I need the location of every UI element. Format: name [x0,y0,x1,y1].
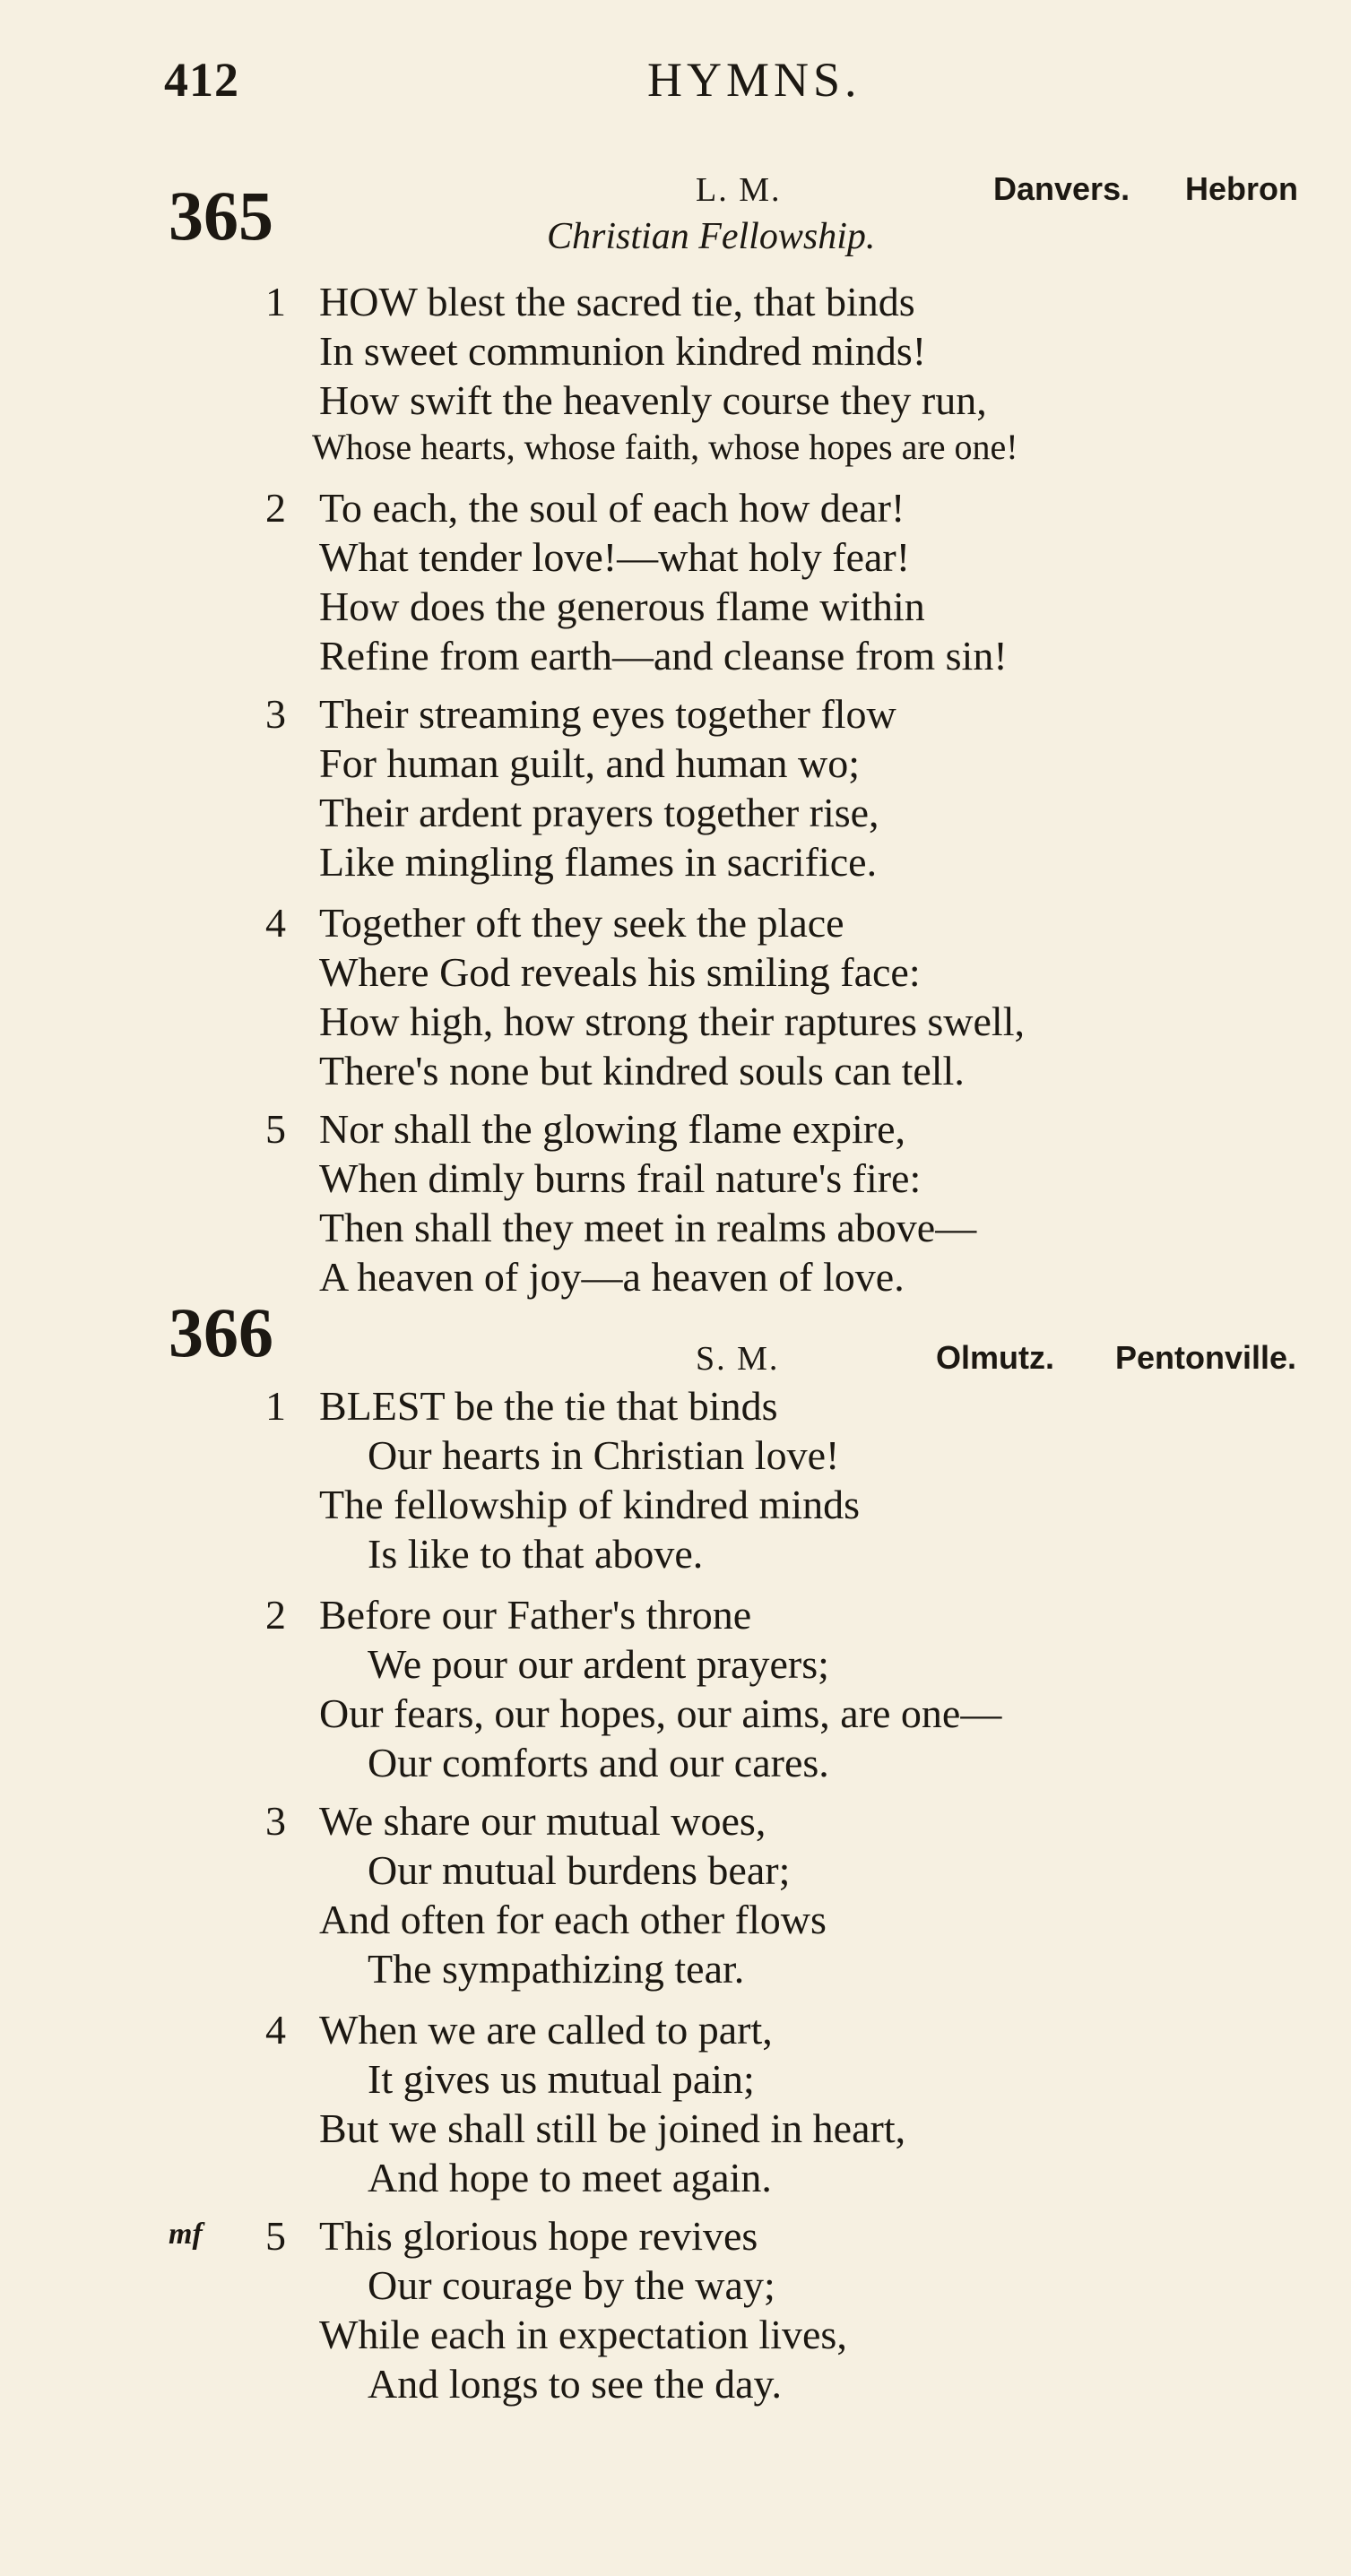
hymn-subject: Christian Fellowship. [547,216,876,257]
verse-line: How swift the heavenly course they run, [319,377,987,423]
verse-number: 1 [265,279,286,324]
verse-line: The sympathizing tear. [368,1946,745,1992]
verse-line: It gives us mutual pain; [368,2056,755,2102]
verse-line: In sweet communion kindred minds! [319,328,927,374]
verse-line: And often for each other flows [319,1897,827,1942]
verse-line: When dimly burns frail nature's fire: [319,1155,922,1201]
verse-number: 3 [265,1798,286,1844]
verse-line: Like mingling flames in sacrifice. [319,839,878,885]
verse-number: 1 [265,1383,286,1429]
verse-line: Our comforts and our cares. [368,1740,829,1785]
verse-line: We share our mutual woes, [319,1798,766,1844]
verse-line: What tender love!—what holy fear! [319,534,911,580]
tune-name: Pentonville. [1115,1339,1297,1376]
verse-line: HOW blest the sacred tie, that binds [319,279,915,324]
verse-line: And longs to see the day. [368,2361,783,2407]
verse-line: Refine from earth—and cleanse from sin! [319,633,1008,679]
verse-line: How high, how strong their raptures swell, [319,998,1025,1044]
verse-line: Nor shall the glowing flame expire, [319,1106,906,1152]
verse-line: For human guilt, and human wo; [319,740,861,786]
verse-line: Our courage by the way; [368,2262,775,2308]
verse-line: This glorious hope revives [319,2213,758,2259]
verse-line: There's none but kindred souls can tell. [319,1048,965,1094]
dynamic-marking: mf [169,2217,203,2251]
verse-line: Our fears, our hopes, our aims, are one— [319,1690,1002,1736]
verse-line: Our hearts in Christian love! [368,1432,840,1478]
verse-number: 5 [265,1106,286,1152]
verse-line: Is like to that above. [368,1531,704,1577]
verse-line: And hope to meet again. [368,2155,772,2200]
verse-line: But we shall still be joined in heart, [319,2105,906,2151]
verse-number: 5 [265,2213,286,2259]
hymn-number: 366 [169,1293,273,1371]
running-title: HYMNS. [647,53,862,107]
verse-line: BLEST be the tie that binds [319,1383,778,1429]
hymn-meter: S. M. [696,1340,780,1378]
verse-line: Before our Father's throne [319,1592,752,1638]
verse-line: Our mutual burdens bear; [368,1847,791,1893]
verse-line: A heaven of joy—a heaven of love. [319,1254,905,1300]
hymn-meter: L. M. [696,171,782,209]
tune-name: Danvers. [993,170,1130,207]
verse-line: Their ardent prayers together rise, [319,790,879,835]
verse-line: To each, the soul of each how dear! [319,485,905,531]
verse-line: The fellowship of kindred minds [319,1482,861,1527]
page-number: 412 [164,53,239,107]
verse-number: 3 [265,691,286,737]
verse-line: Together oft they seek the place [319,900,844,946]
verse-line: Then shall they meet in realms above— [319,1205,977,1250]
verse-line: While each in expectation lives, [319,2312,847,2357]
verse-line: Their streaming eyes together flow [319,691,896,737]
verse-line: Where God reveals his smiling face: [319,949,921,995]
verse-number: 2 [265,485,286,531]
hymn-number: 365 [169,177,273,255]
verse-line: Whose hearts, whose faith, whose hopes are one! [312,427,1018,467]
verse-number: 4 [265,900,286,946]
tune-name: Hebron [1185,170,1298,207]
verse-line: When we are called to part, [319,2007,773,2053]
verse-line: We pour our ardent prayers; [368,1641,829,1687]
verse-line: How does the generous flame within [319,583,925,629]
verse-number: 2 [265,1592,286,1638]
tune-name: Olmutz. [936,1339,1054,1376]
verse-number: 4 [265,2007,286,2053]
